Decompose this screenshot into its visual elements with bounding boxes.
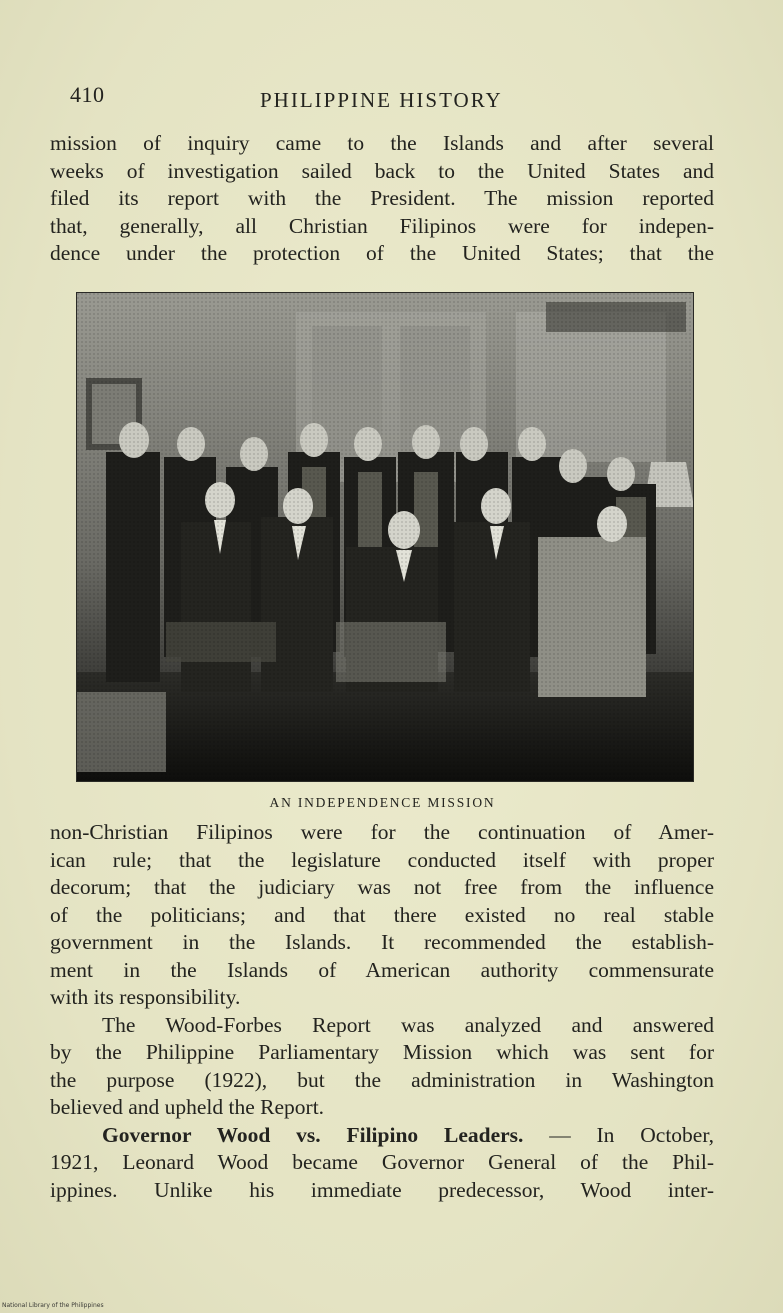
text-line: with its responsibility. xyxy=(50,985,241,1009)
text-line: 1921, Leonard Wood became Governor General of the Phil- xyxy=(50,1150,714,1174)
text-line: decorum; that the judiciary was not free from the influence xyxy=(50,875,714,899)
text-fragment: — In October, xyxy=(523,1122,715,1147)
body-text-continued xyxy=(50,819,714,1204)
section-heading: Governor Wood vs. Filipino Leaders. xyxy=(102,1122,524,1147)
text-line: filed its report with the President. The mission reported xyxy=(50,186,714,210)
text-line: the purpose (1922), but the administration in Washington xyxy=(50,1067,714,1092)
page-header xyxy=(70,82,720,118)
paragraph-top xyxy=(50,130,714,268)
text-line: non-Christian Filipinos were for the continuation of Amer- xyxy=(50,820,714,844)
figure-caption: AN INDEPENDENCE MISSION xyxy=(269,795,496,810)
text-line: ment in the Islands of American authority commensurate xyxy=(50,957,714,982)
text-line: believed and upheld the Report. xyxy=(50,1095,325,1119)
text-line: that, generally, all Christian Filipinos were for indepen- xyxy=(50,213,714,238)
group-photograph xyxy=(76,292,694,782)
text-line: government in the Islands. It recommended the establish- xyxy=(50,930,714,954)
page-number: 410 xyxy=(70,82,105,107)
running-head: PHILIPPINE HISTORY xyxy=(260,88,503,112)
text-line: of the politicians; and that there existed no real stable xyxy=(50,902,714,927)
text-line: The Wood-Forbes Report was analyzed and answered xyxy=(102,1012,714,1037)
text-line: by the Philippine Parliamentary Mission which was sent for xyxy=(50,1040,714,1064)
text-line: dence under the protection of the United States; that the xyxy=(50,241,714,265)
library-credit: National Library of the Philippines xyxy=(2,1302,104,1309)
text-line: ippines. Unlike his immediate predecessor, Wood inter- xyxy=(50,1177,714,1202)
text-line: mission of inquiry came to the Islands and after several xyxy=(50,131,714,155)
text-line: ican rule; that the legislature conducted itself with proper xyxy=(50,847,714,872)
text-line: weeks of investigation sailed back to the United States and xyxy=(50,158,714,183)
photo-illustration xyxy=(76,292,694,782)
section-first-line xyxy=(50,1122,714,1150)
